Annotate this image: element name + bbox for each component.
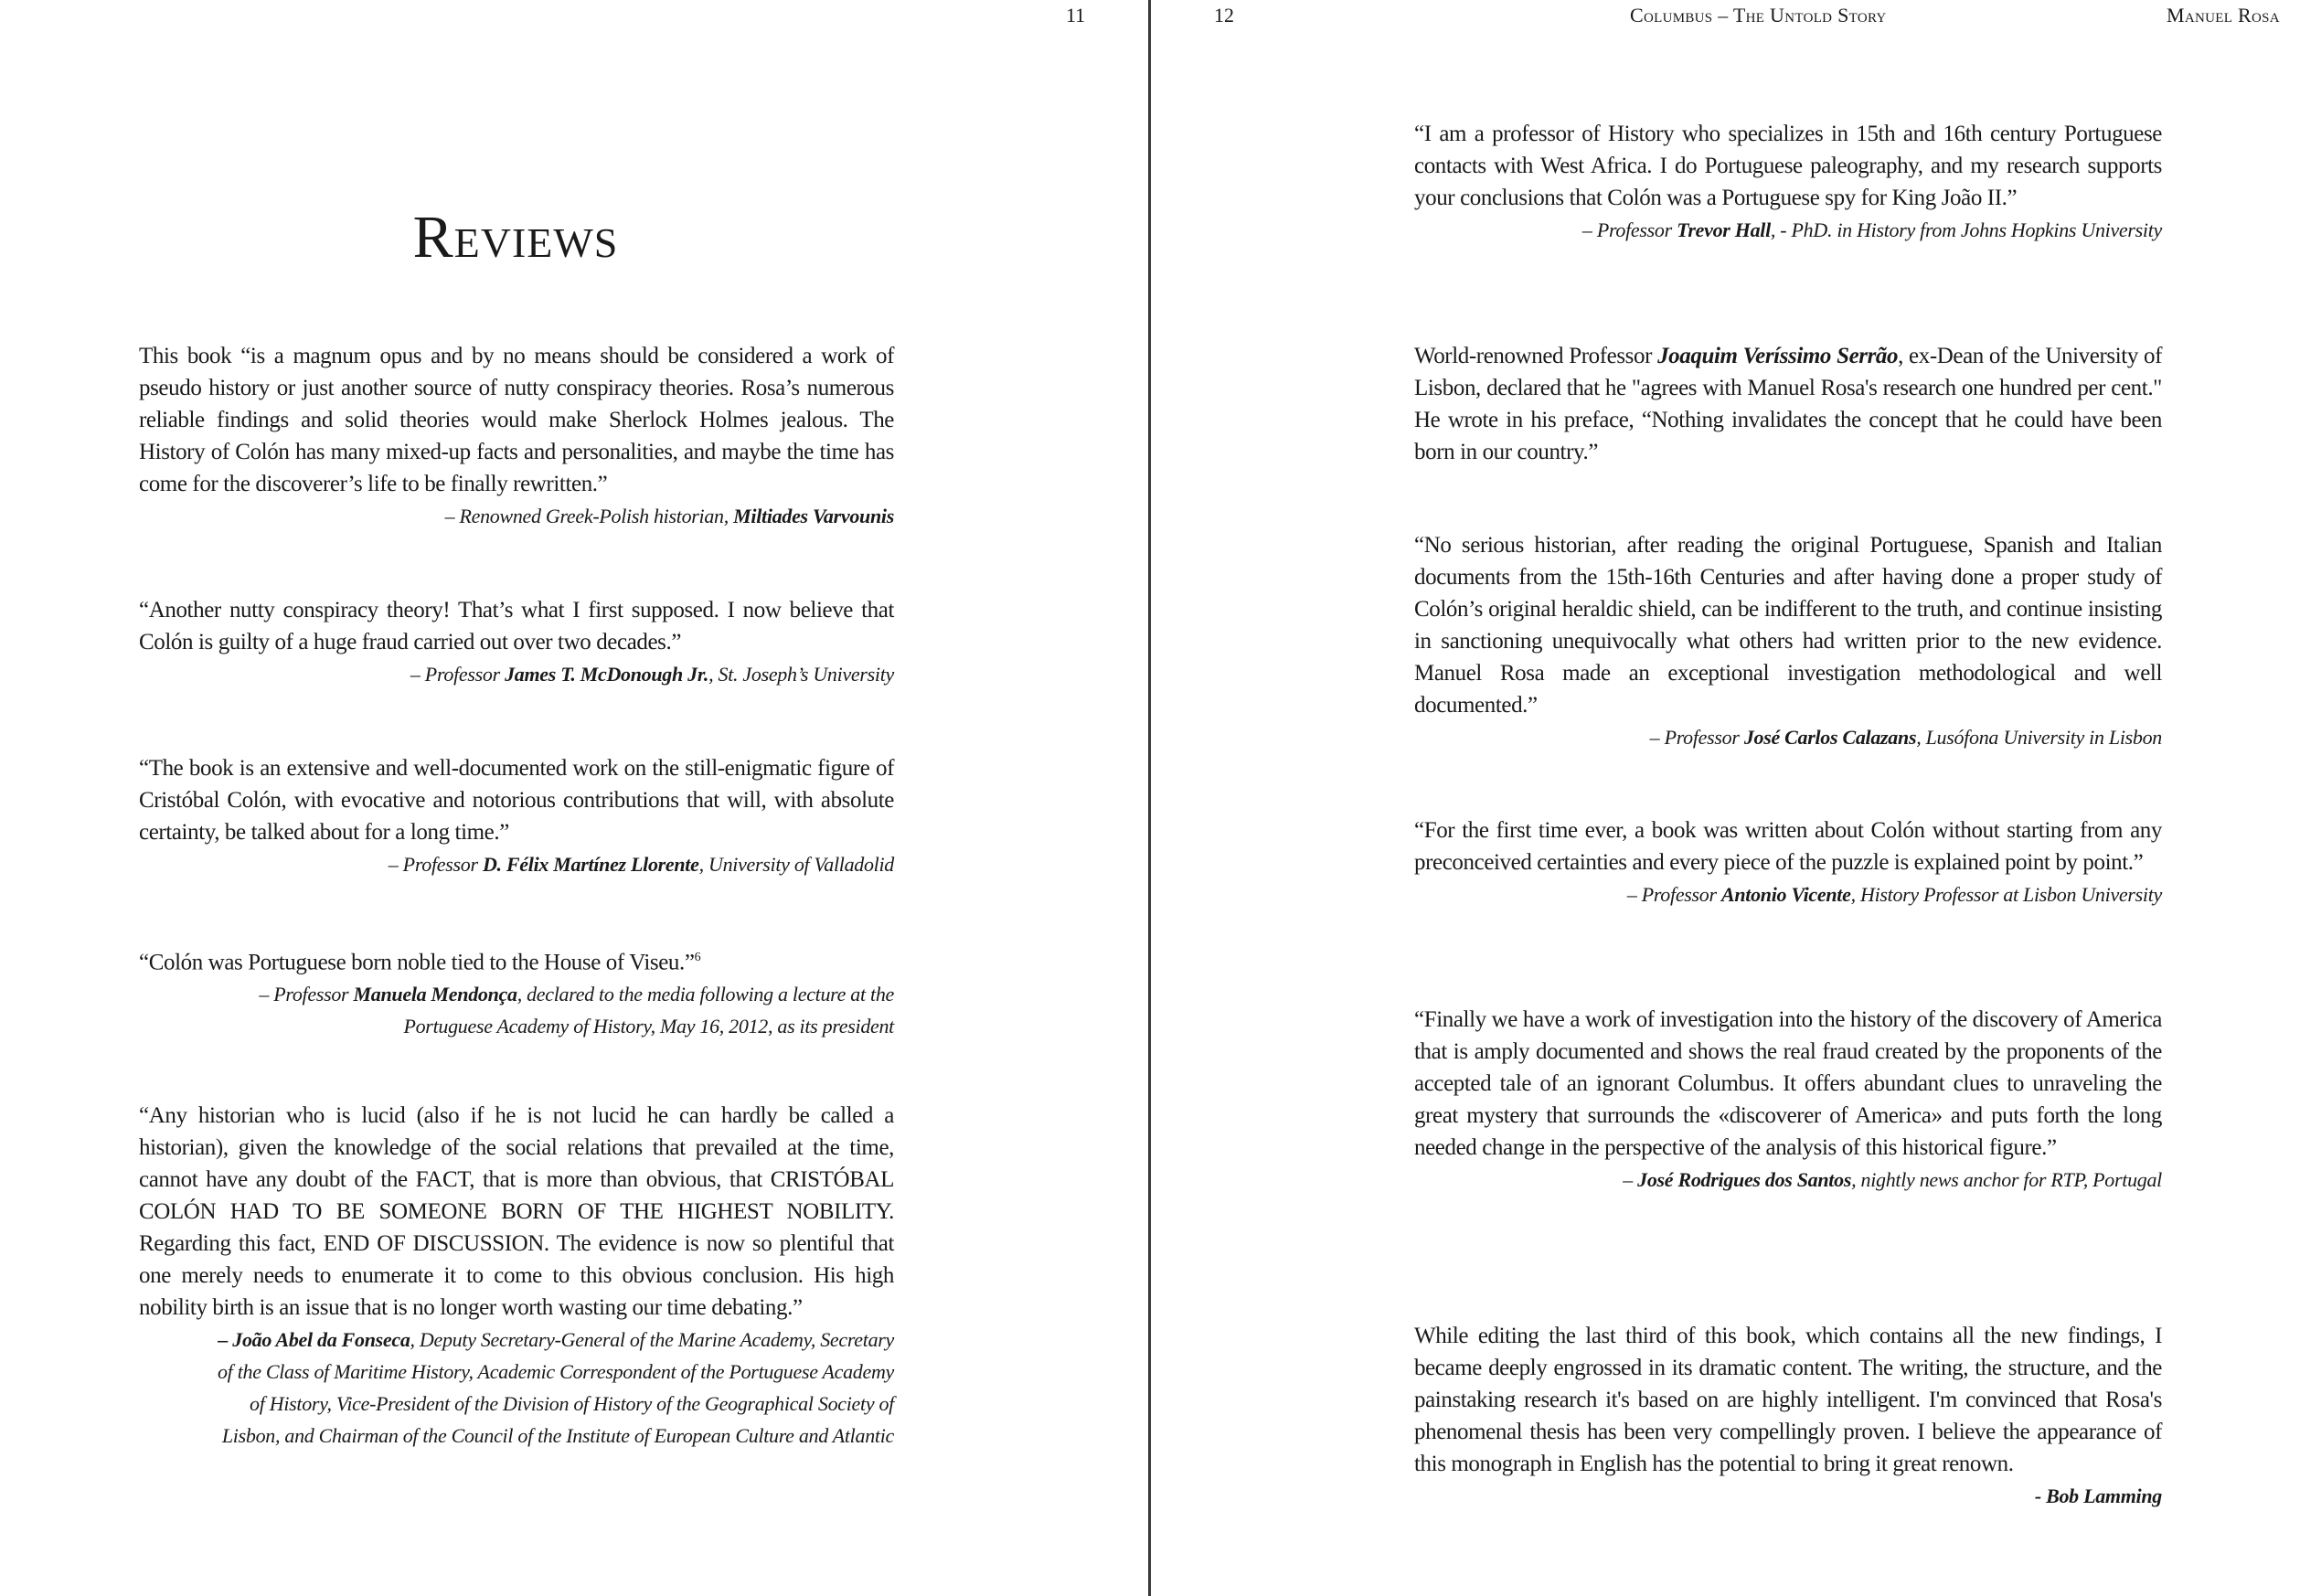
review-text: While editing the last third of this book, which contains all the new findings, I became deeply engrossed in its dramatic content. The writing, the structure, and the painstaking research it's based on are highly intelligent. I'm convinced that Rosa's phenomenal thesis has been very compellingly proven. I believe the appearance of this monograph in English has the potential to bring it great renown.: [1414, 1324, 2162, 1476]
attr-name: James T. McDonough Jr.: [505, 663, 709, 686]
review: [1414, 814, 2162, 910]
review: [1414, 1004, 2162, 1196]
review-attribution: [139, 848, 894, 880]
attr-prefix: – Renowned Greek-Polish historian,: [444, 505, 734, 527]
attr-name: Manuela Mendonça: [353, 983, 517, 1006]
review-text: “I am a professor of History who specializes in 15th and 16th century Portuguese contacts with West Africa. I do Portuguese paleography, and my research supports your conclusions that Colón was a Portuguese spy for King João II.”: [1414, 122, 2162, 210]
review-attribution: [1414, 721, 2162, 753]
attr-suffix: , St. Joseph’s University: [708, 663, 894, 686]
review-attribution: [1414, 1164, 2162, 1196]
review-attribution: [1414, 878, 2162, 910]
running-author: Manuel Rosa: [2167, 4, 2280, 27]
review-text: “No serious historian, after reading the original Portuguese, Spanish and Italian documents from the 15th-16th Centuries and after having done a proper study of Colón’s original heraldic shield, can be indifferent to the truth, and continue insisting in sanctioning unequivocally what others had written prior to the new evidence. Manuel Rosa made an exceptional investigation methodological and well documented.”: [1414, 533, 2162, 718]
page-number-left: 11: [1066, 4, 1086, 27]
review-text: [139, 942, 894, 978]
review-attribution: [139, 978, 894, 1042]
attr-name: José Rodrigues dos Santos: [1637, 1168, 1852, 1191]
attr-name: - Bob Lamming: [2034, 1484, 2162, 1507]
attr-name: João Abel da Fonseca: [232, 1328, 410, 1351]
attr-suffix: , - PhD. in History from Johns Hopkins University: [1770, 218, 2162, 241]
attr-suffix: , declared to the media following a lecture at the Portuguese Academy of History, May 16, 2012, as its president: [403, 983, 894, 1038]
attr-name: José Carlos Calazans: [1743, 726, 1917, 749]
running-title: Columbus – The Untold Story: [1630, 4, 1887, 27]
attr-prefix: – Professor: [1581, 218, 1677, 241]
attr-suffix: , Deputy Secretary-General of the Marine Academy, Secretary of the Class of Maritime History, Academic Correspondent of the Portuguese Academy of History, Vice-President of the Division of History of the Geographical Society of Lisbon, and Chairman of the Council of the Institute of European Culture and Atlantic: [217, 1328, 894, 1447]
review: [1414, 529, 2162, 753]
attr-prefix: – Professor: [410, 663, 506, 686]
attr-name: D. Félix Martínez Llorente: [482, 853, 699, 876]
review: [139, 752, 894, 880]
review-text-name: Joaquim Veríssimo Serrão: [1657, 344, 1899, 368]
attr-prefix: –: [1623, 1168, 1638, 1191]
review-text: [1414, 340, 2162, 468]
review-text: “For the first time ever, a book was written about Colón without starting from any preconceived certainties and every piece of the puzzle is explained point by point.”: [1414, 818, 2162, 875]
footnote-marker[interactable]: 6: [694, 951, 701, 964]
review-attribution: [139, 500, 894, 532]
review: [139, 594, 894, 690]
attr-suffix: , Lusófona University in Lisbon: [1916, 726, 2162, 749]
attr-suffix: , nightly news anchor for RTP, Portugal: [1851, 1168, 2162, 1191]
review-attribution: [1414, 1480, 2162, 1512]
review-quote: “Colón was Portuguese born noble tied to the House of Viseu.”: [139, 950, 695, 975]
attr-suffix: , History Professor at Lisbon University: [1850, 883, 2162, 906]
review-text: This book “is a magnum opus and by no means should be considered a work of pseudo history or just another source of nutty conspiracy theories. Rosa’s numerous reliable findings and solid theories would make Sherlock Holmes jealous. The History of Colón has many mixed-up facts and personalities, and maybe the time has come for the discoverer’s life to be finally rewritten.”: [139, 344, 894, 496]
attr-prefix: – Professor: [259, 983, 354, 1006]
attr-name: Miltiades Varvounis: [733, 505, 894, 527]
review: [139, 1100, 894, 1452]
review: [139, 340, 894, 532]
review: [1414, 340, 2162, 468]
review-text-body: , ex-Dean of the University of Lisbon, declared that he "agrees with Manuel Rosa's research one hundred per cent." He wrote in his preface, “Nothing invalidates the concept that he could have been born in our country.”: [1414, 344, 2162, 464]
review-text: “Any historian who is lucid (also if he is not lucid he can hardly be called a historian), given the knowledge of the social relations that prevailed at the time, cannot have any doubt of the FACT, that is more than obvious, that CRISTÓBAL COLÓN HAD TO BE SOMEONE BORN OF THE HIGHEST NOBILITY. Regarding this fact, END OF DISCUSSION. The evidence is now so plentiful that one merely needs to enumerate it to come to this obvious conclusion. His high nobility birth is an issue that is no longer worth wasting our time debating.”: [139, 1103, 894, 1320]
attr-prefix: – Professor: [388, 853, 483, 876]
attr-prefix: –: [218, 1328, 233, 1351]
review-text: “The book is an extensive and well-documented work on the still-enigmatic figure of Cristóbal Colón, with evocative and notorious contributions that will, with absolute certainty, be talked about for a long time.”: [139, 756, 894, 845]
review: [1414, 1320, 2162, 1512]
attr-suffix: , University of Valladolid: [698, 853, 894, 876]
review-text: “Another nutty conspiracy theory! That’s what I first supposed. I now believe that Colón is guilty of a huge fraud carried out over two decades.”: [139, 598, 894, 654]
page-title: Reviews: [412, 204, 619, 271]
review: [139, 942, 894, 1042]
attr-prefix: – Professor: [1649, 726, 1744, 749]
review: [1414, 118, 2162, 246]
review-attribution: [139, 1324, 894, 1452]
review-attribution: [1414, 214, 2162, 246]
page-number-right: 12: [1214, 4, 1234, 27]
page-gutter-divider: [1148, 0, 1151, 1596]
review-text: “Finally we have a work of investigation into the history of the discovery of America that is amply documented and shows the real fraud created by the proponents of the accepted tale of an ignorant Columbus. It offers abundant clues to unraveling the great mystery that surrounds the «discoverer of America» and puts forth the long needed change in the perspective of the analysis of this historical figure.”: [1414, 1007, 2162, 1160]
attr-prefix: – Professor: [1626, 883, 1721, 906]
attr-name: Antonio Vicente: [1720, 883, 1851, 906]
review-text-prefix: World-renowned Professor: [1414, 344, 1658, 368]
review-attribution: [139, 658, 894, 690]
attr-name: Trevor Hall: [1677, 218, 1771, 241]
